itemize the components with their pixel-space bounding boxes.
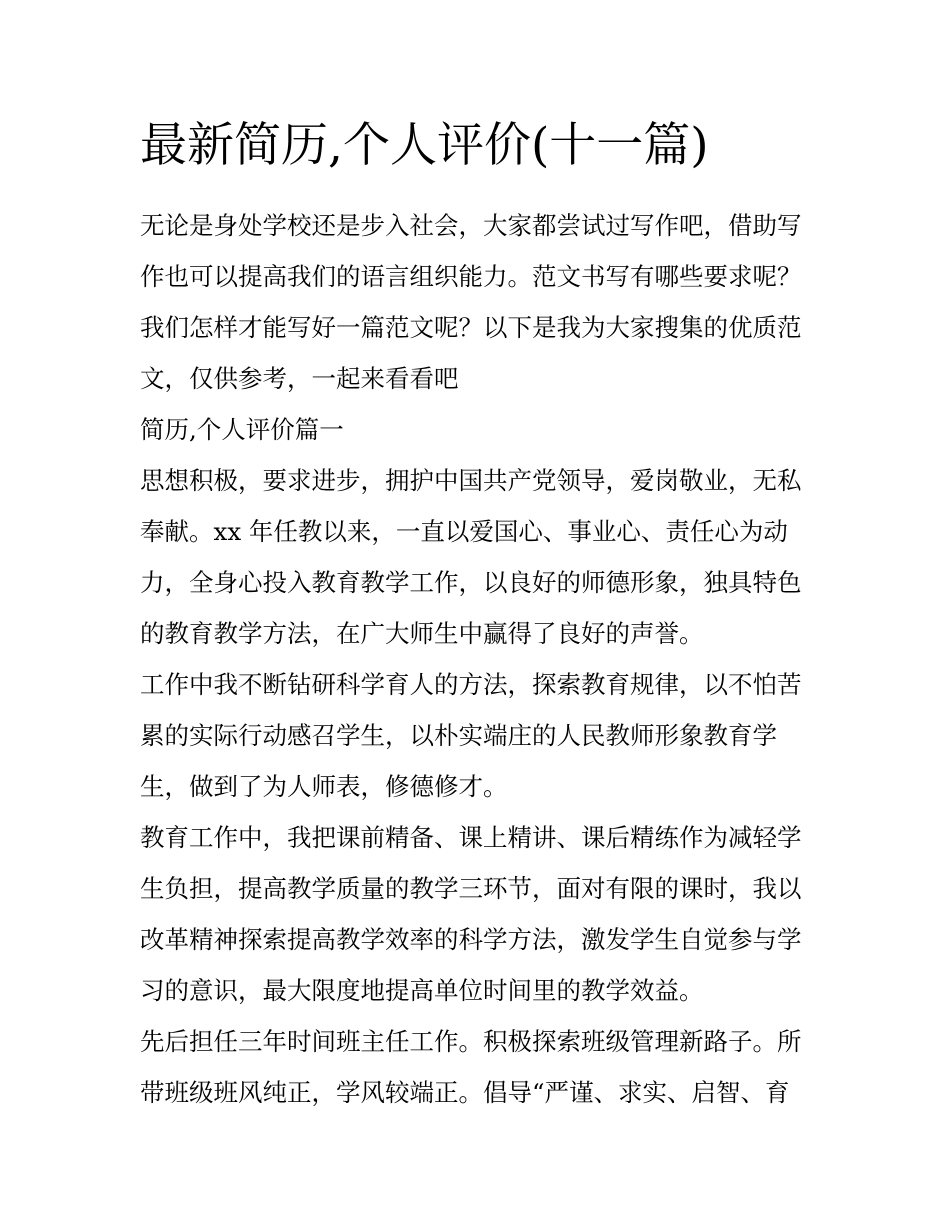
text-line: 累的实际行动感召学生，以朴实端庄的人民教师形象教育学 (140, 721, 777, 750)
text-line: 作也可以提高我们的语言组织能力。范文书写有哪些要求呢？ (140, 262, 802, 291)
text-line: 力，全身心投入教育教学工作，以良好的师德形象，独具特色 (140, 568, 802, 597)
text-line: 改革精神探索提高教学效率的科学方法，激发学生自觉参与学 (140, 925, 802, 954)
text-line: 带班级班风纯正，学风较端正。倡导“严谨、求实、启智、育 (140, 1078, 790, 1107)
text-line: 生，做到了为人师表，修德修才。 (140, 772, 508, 801)
text-line: 奉献。xx 年任教以来，一直以爱国心、事业心、责任心为动 (140, 517, 788, 546)
section-heading-text: 简历,个人评价篇一 (140, 415, 344, 444)
paragraph-intro (140, 200, 820, 404)
text-line: 工作中我不断钻研科学育人的方法，探索教育规律，以不怕苦 (140, 670, 802, 699)
text-line: 先后担任三年时间班主任工作。积极探索班级管理新路子。所 (140, 1027, 802, 1056)
paragraph-1 (140, 455, 820, 659)
document-body (140, 200, 820, 1118)
section-heading (140, 404, 820, 455)
document-title: 最新简历,个人评价(十一篇) (140, 118, 709, 173)
paragraph-4 (140, 1016, 820, 1118)
text-line: 习的意识，最大限度地提高单位时间里的教学效益。 (140, 976, 704, 1005)
text-line: 我们怎样才能写好一篇范文呢？以下是我为大家搜集的优质范 (140, 313, 802, 342)
paragraph-3 (140, 812, 820, 1016)
text-line: 的教育教学方法，在广大师生中赢得了良好的声誉。 (140, 619, 704, 648)
text-line: 生负担，提高教学质量的教学三环节，面对有限的课时，我以 (140, 874, 802, 903)
text-line: 思想积极，要求进步，拥护中国共产党领导，爱岗敬业，无私 (140, 466, 802, 495)
text-line: 文，仅供参考，一起来看看吧 (140, 364, 459, 393)
paragraph-2 (140, 659, 820, 812)
text-line: 教育工作中，我把课前精备、课上精讲、课后精练作为减轻学 (140, 823, 802, 852)
text-line: 无论是身处学校还是步入社会，大家都尝试过写作吧，借助写 (140, 211, 802, 240)
